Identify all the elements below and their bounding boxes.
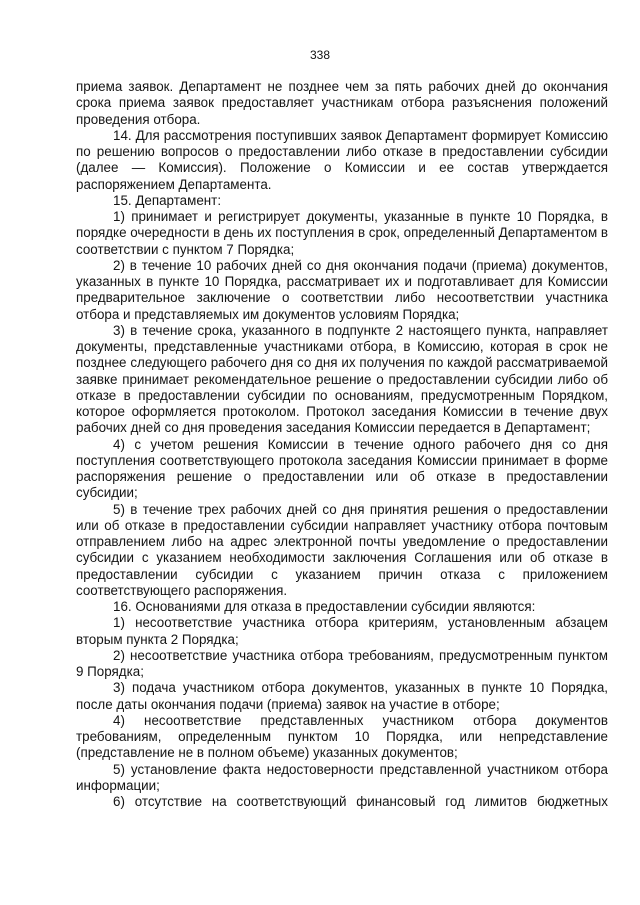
paragraph-clause-15-item-1: 1) принимает и регистрирует документы, указанные в пункте 10 Порядка, в порядке очередности в день их поступления в срок, определенный Департаментом в соответствии с пунктом 7 Порядка; — [76, 209, 608, 257]
paragraph-continuation: приема заявок. Департамент не позднее чем за пять рабочих дней до окончания срока приема заявок предоставляет участникам отбора разъяснения положений проведения отбора. — [76, 79, 608, 127]
paragraph-clause-14: 14. Для рассмотрения поступивших заявок Департамент формирует Комиссию по решению вопросов о предоставлении либо отказе в предоставлении субсидии (далее — Комиссия). Положение о Комиссии и ее состав утверждается распоряжением Департамента. — [76, 127, 608, 192]
paragraph-clause-15-item-4: 4) с учетом решения Комиссии в течение одного рабочего дня со дня поступления соответствующего протокола заседания Комиссии принимает в форме распоряжения решение о предоставлении или об отказе в предоставлении субсидии; — [76, 436, 608, 501]
paragraph-clause-16-item-5: 5) установление факта недостоверности представленной участником отбора информации; — [76, 761, 608, 793]
page-number: 338 — [309, 48, 331, 62]
paragraph-clause-16-item-1: 1) несоответствие участника отбора критериям, установленным абзацем вторым пункта 2 Порядка; — [76, 615, 608, 647]
paragraph-clause-15-item-3: 3) в течение срока, указанного в подпункте 2 настоящего пункта, направляет документы, представленные участниками отбора, в Комиссию, которая в срок не позднее следующего рабочего дня со дня их получения по каждой рассматриваемой заявке принимает рекомендательное решение о предоставлении субсидии либо об отказе в предоставлении субсидии по основаниям, предусмотренным Порядком, которое оформляется протоколом. Протокол заседания Комиссии в течение двух рабочих дней со дня проведения заседания Комиссии передается в Департамент; — [76, 322, 608, 436]
document-body — [76, 79, 608, 810]
paragraph-clause-15-item-2: 2) в течение 10 рабочих дней со дня окончания подачи (приема) документов, указанных в пункте 10 Порядка, рассматривает их и подготавливает для Комиссии предварительное заключение о соответствии либо несоответствии участника отбора и представляемых им документов условиям Порядка; — [76, 257, 608, 322]
paragraph-clause-15-item-5: 5) в течение трех рабочих дней со дня принятия решения о предоставлении или об отказе в предоставлении субсидии направляет участнику отбора почтовым отправлением либо на адрес электронной почты уведомление о предоставлении субсидии с указанием необходимости заключения Соглашения или об отказе в предоставлении субсидии с указанием причин отказа с приложением соответствующего распоряжения. — [76, 501, 608, 598]
paragraph-clause-16-item-2: 2) несоответствие участника отбора требованиям, предусмотренным пунктом 9 Порядка; — [76, 647, 608, 679]
paragraph-clause-16-item-6: 6) отсутствие на соответствующий финансовый год лимитов бюджетных — [113, 794, 608, 809]
paragraph-clause-16-item-3: 3) подача участником отбора документов, указанных в пункте 10 Порядка, после даты окончания подачи (приема) заявок на участие в отборе; — [76, 680, 608, 712]
paragraph-clause-15: 15. Департамент: — [113, 192, 222, 208]
paragraph-clause-16-item-4: 4) несоответствие представленных участником отбора документов требованиям, определенным пунктом 10 Порядка, или непредставление (представление не в полном объеме) указанных документов; — [76, 712, 608, 761]
paragraph-clause-16: 16. Основаниями для отказа в предоставлении субсидии являются: — [113, 599, 536, 614]
